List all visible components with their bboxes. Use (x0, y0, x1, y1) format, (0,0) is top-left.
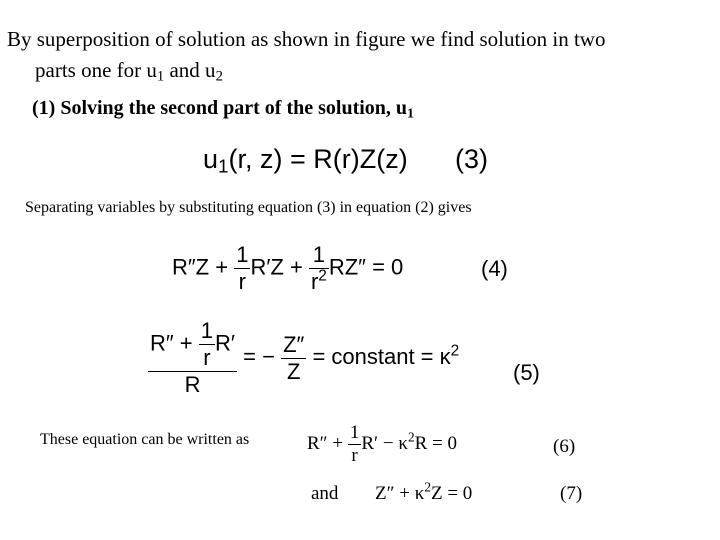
eq5-mid: = − (243, 343, 275, 369)
eq6-a: R″ + (307, 432, 348, 454)
eq7-expression (375, 479, 473, 505)
eq6-f-numerator: 1 (349, 422, 360, 443)
intro-sub-1: 1 (156, 68, 165, 85)
eq6-fraction (348, 422, 362, 467)
eq7-number: (7) (560, 483, 583, 504)
eq7-b: Z = 0 (430, 483, 473, 504)
eq6-number: (6) (553, 436, 576, 457)
eq4-term-3: RZ″ = 0 (328, 254, 404, 280)
eq5-number: (5) (513, 360, 540, 385)
eq6-f-denominator: r (348, 444, 362, 467)
separating-sentence: Separating variables by substituting equation (3) in equation (2) gives (25, 199, 472, 216)
intro-line-2-mid: and u (164, 58, 216, 82)
eq3-u: u (203, 144, 219, 174)
eq6-c: R = 0 (414, 432, 457, 454)
eq5-num-a: R″ + (150, 330, 199, 356)
intro-sub-2: 2 (215, 68, 223, 85)
written-as-sentence: These equation can be written as (40, 431, 250, 448)
eq6-b: R′ − κ (361, 432, 408, 454)
eq4-number: (4) (481, 256, 508, 281)
eq4-f1-denominator: r (234, 268, 250, 295)
eq4-f2-den-sup: 2 (318, 267, 327, 285)
eq4-term-1: R″Z + (172, 254, 235, 280)
equation-6 (307, 422, 576, 472)
eq4-f2-denominator (309, 268, 329, 295)
eq7-and: and (311, 483, 339, 504)
eq5-inner-denominator: r (199, 344, 215, 371)
eq5-inner-fraction (199, 318, 215, 371)
heading-text: (1) Solving the second part of the solution, u (32, 97, 408, 119)
eq5-z-denominator: Z (281, 358, 306, 385)
eq5-num-b: R′ (215, 330, 236, 356)
equation-3 (203, 144, 488, 178)
eq5-inner-numerator: 1 (200, 318, 213, 343)
eq4-f2-den-base: r (310, 269, 319, 294)
eq7-a-sup: 2 (424, 479, 431, 495)
eq3-u-sub: 1 (218, 156, 229, 178)
eq5-rhs-sup: 2 (450, 342, 460, 360)
eq4-fraction-2 (309, 242, 329, 295)
intro-line-1: By superposition of solution as shown in figure we find solution in two (7, 27, 606, 51)
eq7-a: Z″ + κ (375, 483, 425, 504)
intro-line-2 (7, 55, 605, 86)
eq5-big-fraction (148, 318, 237, 398)
eq5-big-numerator (148, 318, 237, 371)
eq4-term-2: R′Z + (250, 254, 309, 280)
intro-line-2-pre: parts one for u (35, 58, 157, 82)
eq6-b-sup: 2 (407, 429, 415, 445)
intro-paragraph (7, 24, 605, 86)
eq4-fraction-1 (234, 242, 250, 295)
eq4-f1-numerator: 1 (236, 242, 249, 267)
eq5-z-numerator: Z″ (283, 331, 305, 357)
eq3-rest: (r, z) = R(r)Z(z) (228, 144, 408, 174)
eq4-f2-numerator: 1 (312, 242, 326, 267)
eq5-z-fraction (281, 332, 306, 385)
heading-sub: 1 (407, 106, 415, 122)
eq5-big-denominator: R (148, 371, 237, 398)
section-heading (32, 97, 414, 120)
equation-5 (148, 318, 540, 402)
eq3-number: (3) (455, 144, 488, 174)
equation-4 (172, 242, 508, 302)
eq5-rhs: = constant = κ (312, 343, 451, 369)
